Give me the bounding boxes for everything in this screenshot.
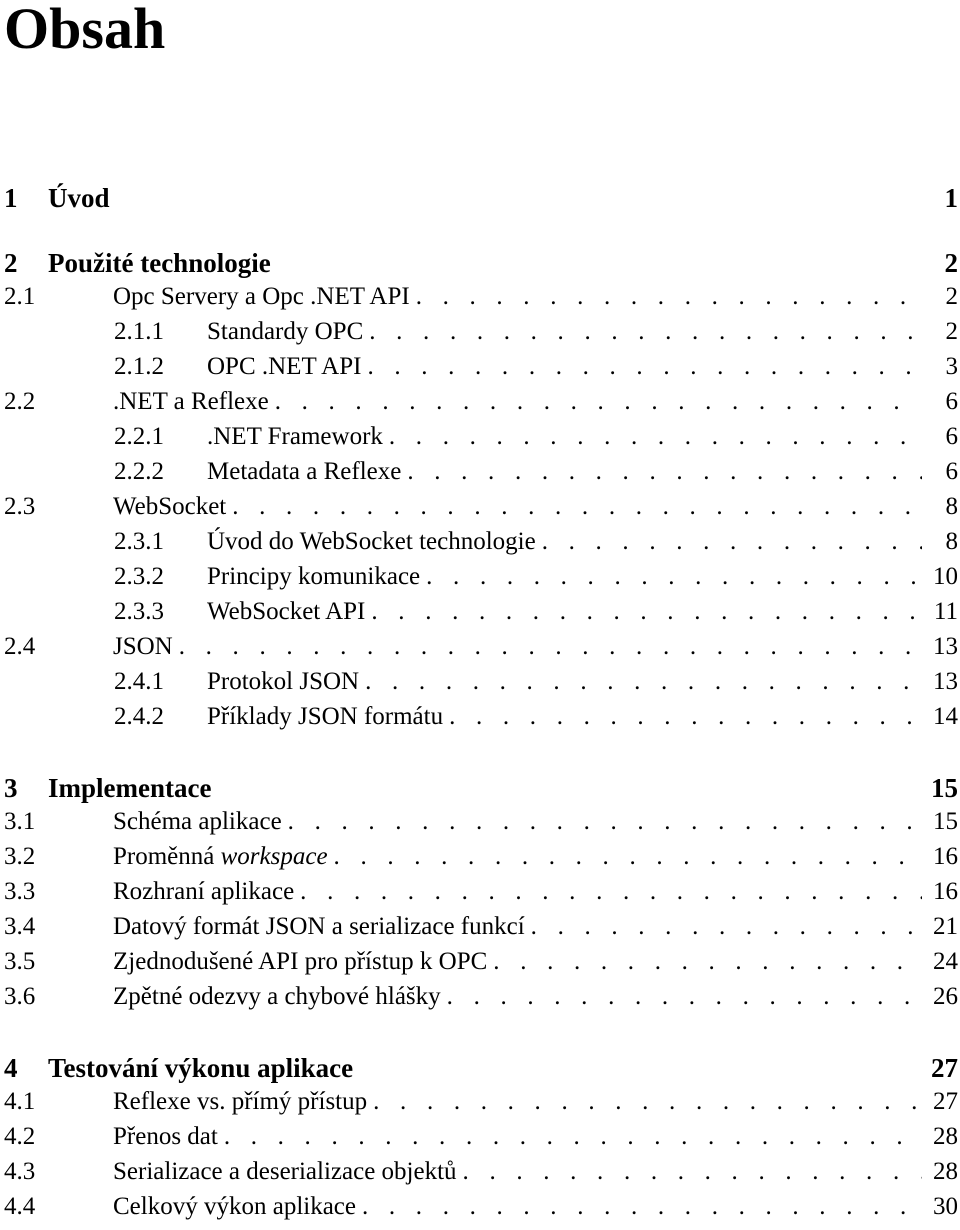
- toc-entry-page-number: 30: [933, 1193, 958, 1220]
- toc-dot-leader: [373, 1088, 922, 1116]
- toc-entry-page-number: 13: [933, 668, 958, 695]
- toc-entry-number: 4.4: [4, 1193, 36, 1220]
- toc-entry-page-number: 16: [933, 878, 958, 905]
- toc-entry-title-text: OPC .NET API: [207, 353, 362, 380]
- toc-entry-page-number: 1: [944, 183, 958, 213]
- toc-entry-number: 3.2: [4, 843, 36, 870]
- toc-entry-chapter[interactable]: [0, 248, 960, 282]
- toc-entry-title: [48, 183, 110, 214]
- toc-entry-section[interactable]: [0, 633, 960, 667]
- toc-entry-page-number: 2: [944, 248, 958, 278]
- toc-entry-number: 2.2.1: [114, 423, 164, 450]
- toc-entry-title: [207, 353, 361, 381]
- toc-entry-number: 2.3.1: [114, 528, 164, 555]
- toc-entry-title-text: Opc Servery a Opc .NET API: [113, 283, 410, 310]
- toc-entry-title: [113, 808, 282, 836]
- toc-entry-title-text: Celkový výkon aplikace: [113, 1193, 356, 1220]
- toc-entry-title: [207, 563, 420, 591]
- toc-entry-chapter[interactable]: [0, 1053, 960, 1087]
- toc-dot-leader: [369, 318, 922, 346]
- toc-entry-section[interactable]: [0, 983, 960, 1017]
- toc-entry-subsection[interactable]: [0, 563, 960, 597]
- toc-entry-number: 2.1: [4, 283, 36, 310]
- toc-entry-title-text: Zjednodušené API pro přístup k OPC: [113, 948, 488, 975]
- toc-entry-title: [113, 948, 487, 976]
- toc-entry-subsection[interactable]: [0, 703, 960, 737]
- toc-dot-leader: [362, 1193, 922, 1221]
- toc-entry-title-text: Příklady JSON formátu: [207, 703, 444, 730]
- toc-entry-title: [113, 493, 226, 521]
- toc-entry-page-number: 14: [933, 703, 958, 730]
- toc-entry-subsection[interactable]: [0, 423, 960, 457]
- toc-entry-number: 2.2.2: [114, 458, 164, 485]
- toc-entry-number: 3.1: [4, 808, 36, 835]
- toc-entry-title-text: Metadata a Reflexe: [207, 458, 402, 485]
- toc-entry-number: 2.4.2: [114, 703, 164, 730]
- toc-entry-title-text: Zpětné odezvy a chybové hlášky: [113, 983, 441, 1010]
- toc-entry-page-number: 3: [945, 353, 958, 380]
- toc-entry-number: 2.3: [4, 493, 36, 520]
- toc-entry-number: 2.1.2: [114, 353, 164, 380]
- toc-entry-chapter[interactable]: [0, 183, 960, 217]
- toc-entry-title: [207, 423, 383, 451]
- toc-entry-title: [48, 248, 271, 279]
- toc-entry-title: [207, 318, 363, 346]
- toc-entry-title-text: WebSocket: [113, 493, 227, 520]
- toc-entry-title-text: Přenos dat: [113, 1123, 218, 1150]
- toc-entry-number: 4.3: [4, 1158, 36, 1185]
- toc-entry-section[interactable]: [0, 1158, 960, 1192]
- toc-entry-title-text: JSON: [113, 633, 173, 660]
- toc-entry-number: 2.2: [4, 388, 36, 415]
- toc-entry-title-text: Úvod: [48, 183, 110, 213]
- toc-entry-number: 4: [4, 1053, 18, 1083]
- toc-entry-section[interactable]: [0, 878, 960, 912]
- toc-dot-leader: [463, 1158, 922, 1186]
- page-title: Obsah: [4, 0, 166, 61]
- toc-dot-leader: [288, 808, 922, 836]
- toc-entry-number: 2.3.3: [114, 598, 164, 625]
- toc-dot-leader: [365, 668, 922, 696]
- toc-entry-number: 2: [4, 248, 18, 278]
- toc-entry-page-number: 27: [933, 1088, 958, 1115]
- toc-entry-section[interactable]: [0, 913, 960, 947]
- toc-entry-title: [113, 283, 410, 311]
- toc-entry-chapter[interactable]: [0, 773, 960, 807]
- toc-entry-title: [113, 878, 294, 906]
- toc-dot-leader: [232, 493, 922, 521]
- toc-entry-title: [207, 528, 536, 556]
- toc-entry-title: [113, 983, 441, 1011]
- toc-dot-leader: [416, 283, 922, 311]
- toc-entry-title-text: Proměnná: [113, 843, 215, 870]
- toc-entry-page-number: 13: [933, 633, 958, 660]
- toc-entry-section[interactable]: [0, 388, 960, 422]
- toc-dot-leader: [493, 948, 922, 976]
- toc-entry-title-text: WebSocket API: [207, 598, 366, 625]
- toc-dot-leader: [449, 703, 922, 731]
- toc-entry-subsection[interactable]: [0, 668, 960, 702]
- toc-entry-title: [48, 773, 211, 804]
- toc-entry-page-number: 10: [933, 563, 958, 590]
- toc-entry-section[interactable]: [0, 1123, 960, 1157]
- toc-dot-leader: [389, 423, 922, 451]
- toc-entry-title: [113, 1158, 457, 1186]
- toc-entry-title: [113, 388, 269, 416]
- toc-dot-leader: [371, 598, 922, 626]
- toc-entry-title: [207, 598, 365, 626]
- toc-entry-page-number: 28: [933, 1123, 958, 1150]
- toc-entry-page-number: 26: [933, 983, 958, 1010]
- toc-entry-page-number: 2: [945, 318, 958, 345]
- toc-entry-title-text: Reflexe vs. přímý přístup: [113, 1088, 368, 1115]
- toc-entry-title: [113, 843, 328, 871]
- toc-entry-section[interactable]: [0, 1088, 960, 1122]
- toc-entry-page-number: 6: [945, 458, 958, 485]
- toc-entry-page-number: 24: [933, 948, 958, 975]
- toc-entry-section[interactable]: [0, 283, 960, 317]
- toc-entry-title-text: Standardy OPC: [207, 318, 364, 345]
- toc-entry-section[interactable]: [0, 808, 960, 842]
- toc-entry-subsection[interactable]: [0, 458, 960, 492]
- toc-entry-number: 4.2: [4, 1123, 36, 1150]
- toc-entry-subsection[interactable]: [0, 598, 960, 632]
- toc-entry-title: [207, 458, 401, 486]
- toc-entry-title-italic: workspace: [220, 843, 328, 870]
- toc-entry-subsection[interactable]: [0, 353, 960, 387]
- toc-entry-title: [48, 1053, 353, 1084]
- toc-entry-title-text: .NET a Reflexe: [113, 388, 269, 415]
- toc-entry-title: [113, 1193, 356, 1221]
- toc-entry-section[interactable]: [0, 948, 960, 982]
- toc-entry-title: [207, 668, 359, 696]
- toc-dot-leader: [447, 983, 922, 1011]
- toc-entry-title: [113, 1088, 367, 1116]
- toc-entry-title-text: Testování výkonu aplikace: [48, 1053, 354, 1083]
- toc-entry-title: [207, 703, 443, 731]
- toc-entry-page-number: 16: [933, 843, 958, 870]
- toc-entry-number: 2.3.2: [114, 563, 164, 590]
- toc-entry-page-number: 15: [933, 808, 958, 835]
- toc-entry-number: 2.1.1: [114, 318, 164, 345]
- toc-entry-title-text: Úvod do WebSocket technologie: [207, 528, 536, 555]
- toc-entry-page-number: 15: [931, 773, 958, 803]
- toc-entry-number: 3.6: [4, 983, 36, 1010]
- toc-entry-title: [113, 913, 525, 941]
- toc-entry-title-text: Serializace a deserializace objektů: [113, 1158, 457, 1185]
- toc-entry-title-text: Datový formát JSON a serializace funkcí: [113, 913, 525, 940]
- toc-dot-leader: [300, 878, 922, 906]
- toc-entry-number: 2.4: [4, 633, 36, 660]
- toc-dot-leader: [179, 633, 922, 661]
- toc-entry-page-number: 6: [945, 423, 958, 450]
- toc-entry-title-text: Použité technologie: [48, 248, 271, 278]
- toc-entry-number: 3: [4, 773, 18, 803]
- toc-entry-subsection[interactable]: [0, 528, 960, 562]
- toc-dot-leader: [426, 563, 922, 591]
- toc-entry-title-text: Schéma aplikace: [113, 808, 282, 835]
- toc-entry-number: 3.3: [4, 878, 36, 905]
- toc-entry-page-number: 27: [931, 1053, 958, 1083]
- toc-entry-section[interactable]: [0, 843, 960, 877]
- toc-entry-page-number: 8: [945, 528, 958, 555]
- toc-entry-subsection[interactable]: [0, 318, 960, 352]
- toc-entry-page-number: 8: [945, 493, 958, 520]
- toc-entry-title: [113, 633, 173, 661]
- toc-entry-title-text: Principy komunikace: [207, 563, 421, 590]
- toc-entry-number: 3.4: [4, 913, 36, 940]
- toc-entry-title-text: Rozhraní aplikace: [113, 878, 295, 905]
- toc-dot-leader: [224, 1123, 922, 1151]
- toc-entry-section[interactable]: [0, 493, 960, 527]
- toc-dot-leader: [275, 388, 922, 416]
- toc-entry-page-number: 2: [945, 283, 958, 310]
- toc-entry-page-number: 6: [945, 388, 958, 415]
- toc-dot-leader: [531, 913, 922, 941]
- toc-entry-page-number: 28: [933, 1158, 958, 1185]
- toc-entry-section[interactable]: [0, 1193, 960, 1227]
- toc-entry-number: 2.4.1: [114, 668, 164, 695]
- toc-entry-number: 4.1: [4, 1088, 36, 1115]
- toc-dot-leader: [334, 843, 922, 871]
- toc-entry-title-text: .NET Framework: [207, 423, 383, 450]
- toc-entry-page-number: 11: [933, 598, 958, 625]
- toc-dot-leader: [407, 458, 922, 486]
- toc-entry-number: 1: [4, 183, 18, 213]
- toc-dot-leader: [542, 528, 922, 556]
- toc-entry-title: [113, 1123, 218, 1151]
- toc-entry-title-text: Implementace: [48, 773, 212, 803]
- toc-entry-page-number: 21: [933, 913, 958, 940]
- toc-entry-title-text: Protokol JSON: [207, 668, 360, 695]
- toc-entry-number: 3.5: [4, 948, 36, 975]
- toc-dot-leader: [367, 353, 922, 381]
